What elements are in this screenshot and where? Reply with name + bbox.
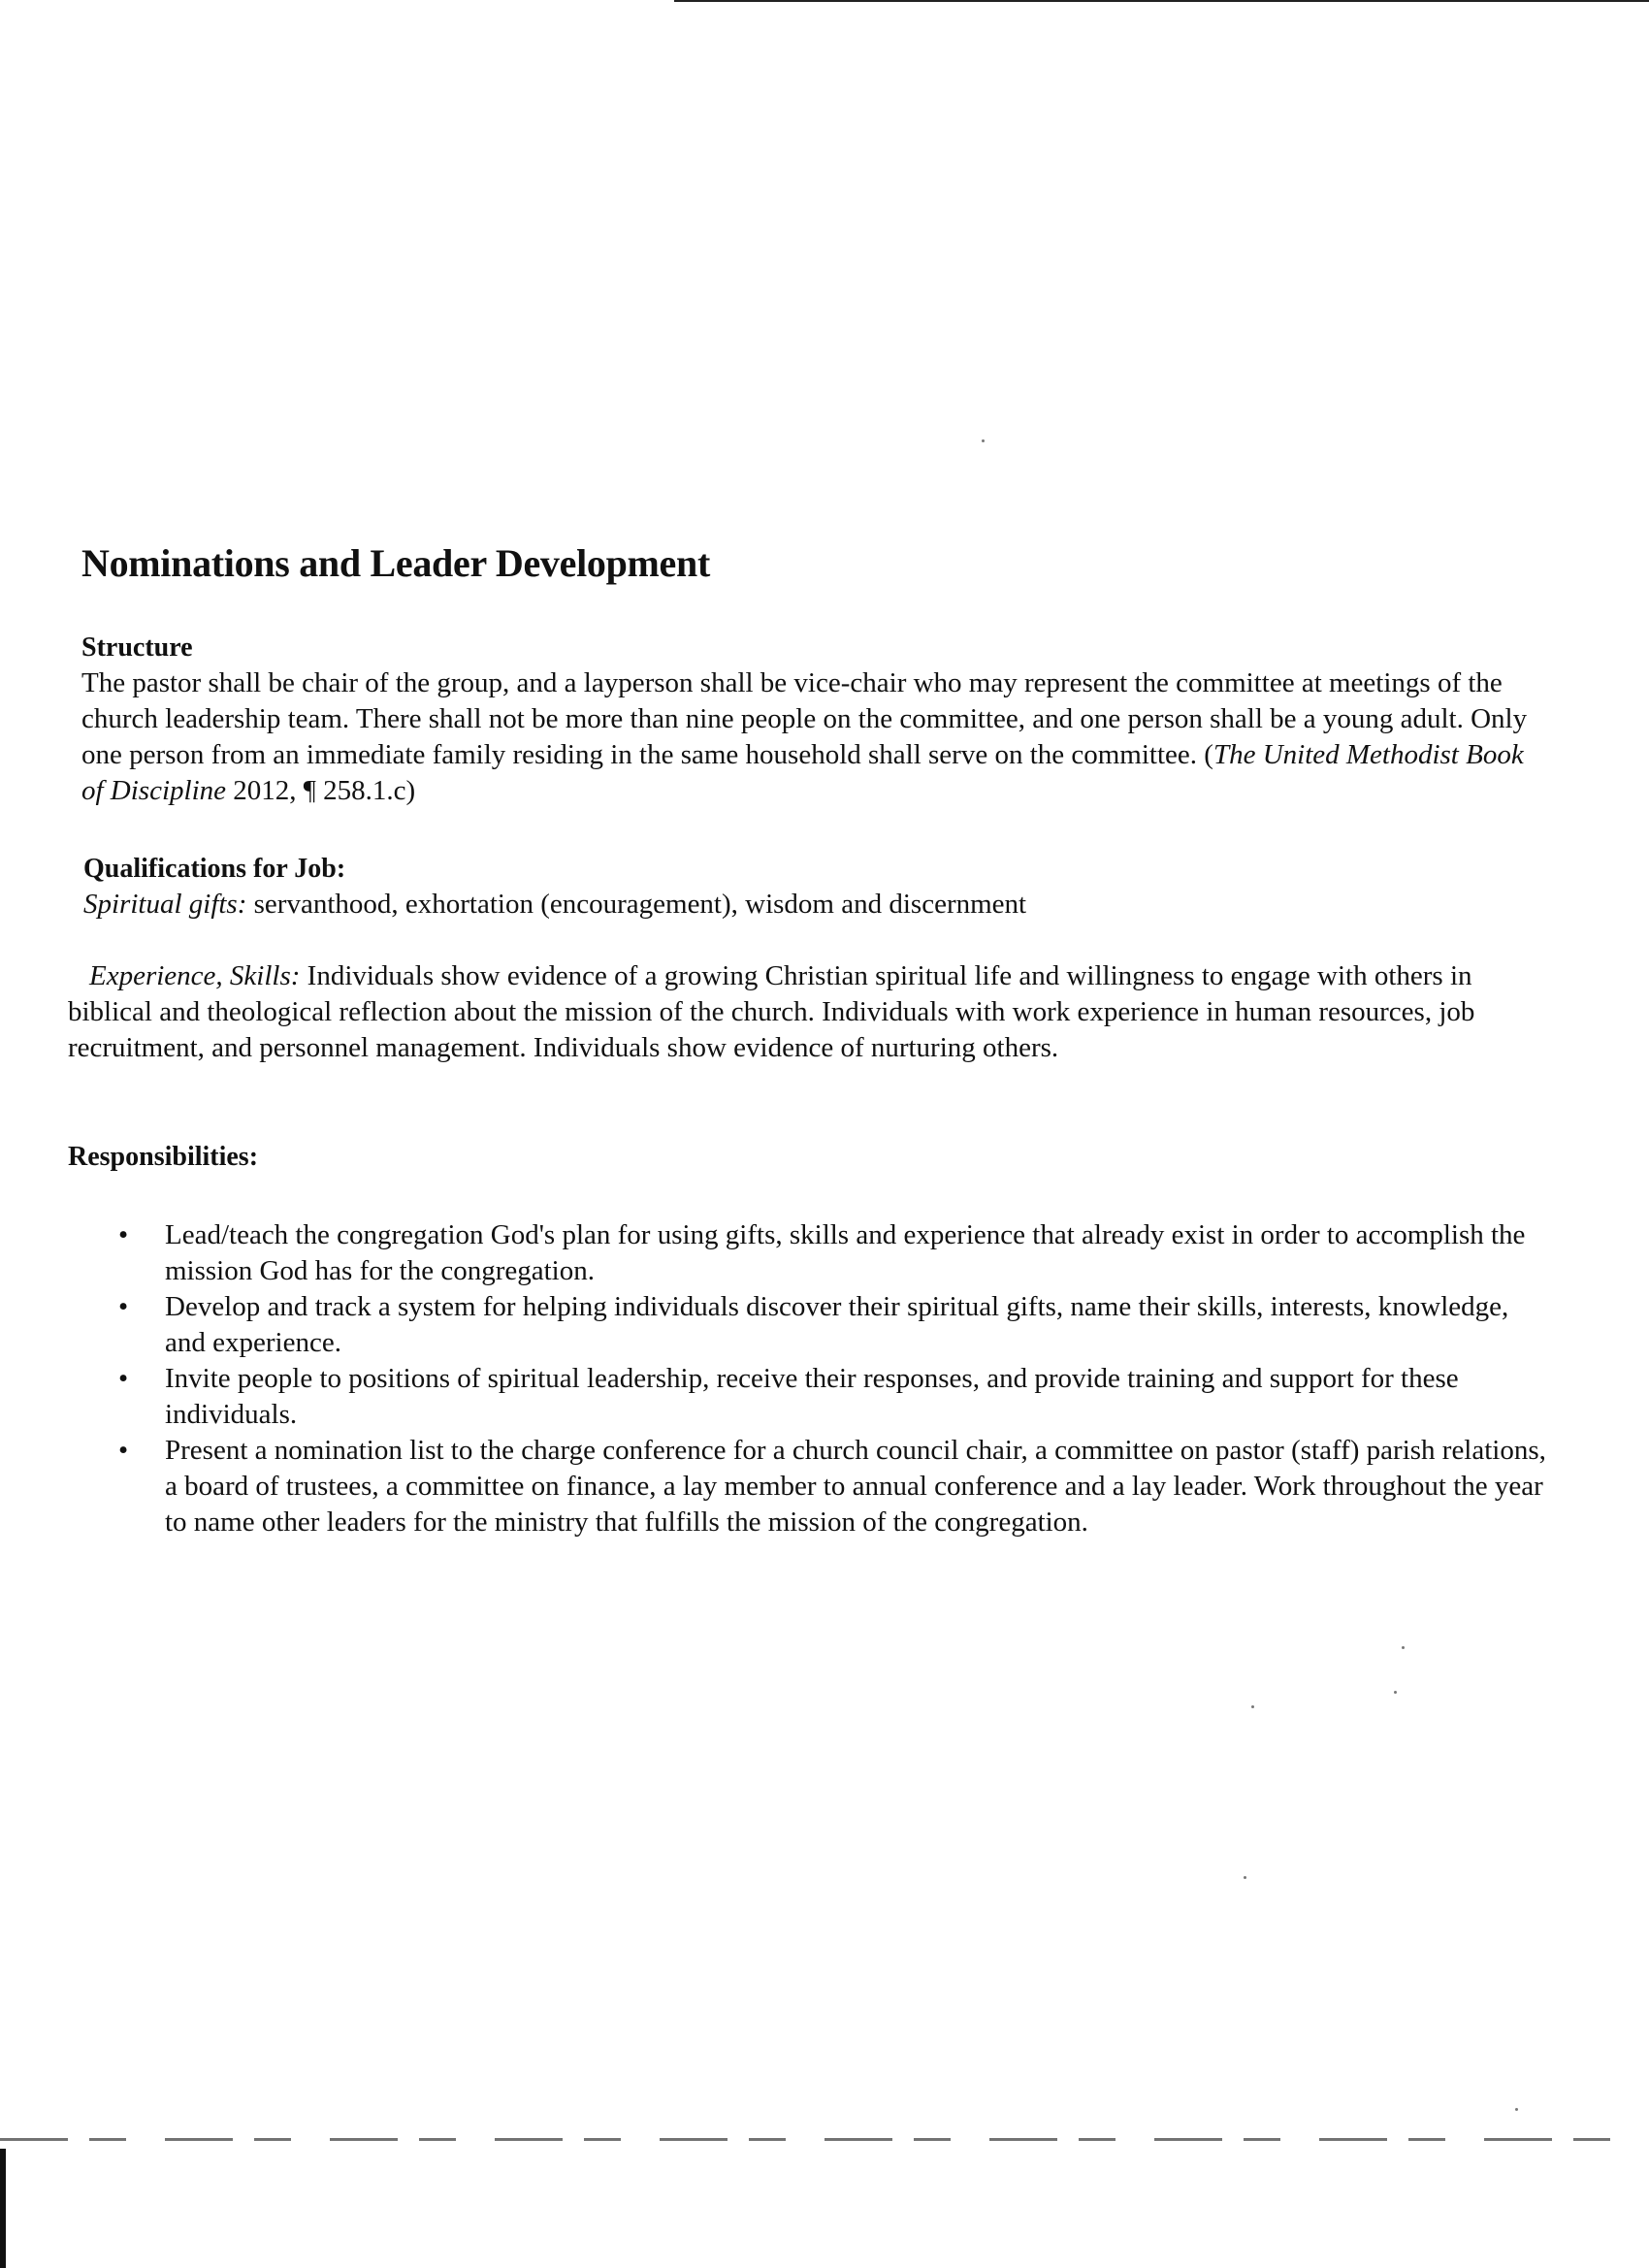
bullet-icon: •: [118, 1219, 129, 1250]
top-scan-edge: [674, 0, 1649, 2]
experience-section: [68, 958, 1542, 1066]
scan-speck: [1251, 1705, 1254, 1708]
responsibilities-list: [114, 1217, 1550, 1540]
structure-body: The pastor shall be chair of the group, and a layperson shall be vice-chair who may represent the committee at meetings of the church leadership team. There shall not be more than nine people on the committee, and one person shall be a young adult. Only one person from an immediate family residing in the same household shall serve on the committee.: [81, 667, 1528, 770]
responsibilities-heading: Responsibilities:: [68, 1142, 259, 1172]
scan-speck: [982, 439, 985, 442]
bottom-scan-edge: [0, 2138, 1649, 2141]
scan-speck: [1402, 1646, 1405, 1649]
bullet-icon: •: [118, 1363, 129, 1394]
list-item: [114, 1361, 1550, 1433]
spiritual-gifts-label: Spiritual gifts:: [83, 889, 247, 920]
citation-title: The United Methodist Book of Discipline: [81, 739, 1524, 806]
bullet-icon: •: [118, 1291, 129, 1322]
experience-paragraph: [68, 958, 1542, 1066]
list-item: [114, 1289, 1550, 1361]
bullet-icon: •: [118, 1435, 129, 1466]
citation-rest: 2012, ¶ 258.1.c): [226, 775, 416, 806]
list-item: [114, 1217, 1550, 1289]
experience-text: Individuals show evidence of a growing Christian spiritual life and willingness to engage with others in biblical and theological reflection about the mission of the church. Individuals with work experience in human resources, job recruitment, and personnel management. Individuals show evidence of nurturing others.: [68, 960, 1475, 1063]
page-title: Nominations and Leader Development: [81, 541, 710, 585]
experience-label: Experience, Skills:: [89, 960, 301, 991]
scan-speck: [1394, 1691, 1397, 1694]
list-item-text: Present a nomination list to the charge conference for a church council chair, a committee on pastor (staff) parish relations, a board of trustees, a committee on finance, a lay member to annual conference and a lay leader. Work throughout the year to name other leaders for the ministry that fulfills the mission of the congregation.: [165, 1435, 1546, 1538]
spiritual-gifts-text: servanthood, exhortation (encouragement), wisdom and discernment: [246, 889, 1027, 920]
scan-speck: [1244, 1876, 1246, 1879]
citation-open: (: [1204, 739, 1213, 770]
scan-speck: [1515, 2108, 1518, 2111]
left-scan-edge: [0, 2149, 6, 2268]
structure-heading: Structure: [81, 632, 193, 663]
qualifications-heading: Qualifications for Job:: [83, 854, 346, 884]
list-item-text: Invite people to positions of spiritual leadership, receive their responses, and provide training and support for these individuals.: [165, 1363, 1459, 1430]
list-item-text: Develop and track a system for helping individuals discover their spiritual gifts, name their skills, interests, knowledge, and experience.: [165, 1291, 1509, 1358]
structure-section: [81, 630, 1546, 809]
list-item: [114, 1433, 1550, 1540]
structure-paragraph: [81, 665, 1546, 809]
spiritual-gifts-line: [83, 887, 1548, 923]
list-item-text: Lead/teach the congregation God's plan for using gifts, skills and experience that already exist in order to accomplish the mission God has for the congregation.: [165, 1219, 1526, 1286]
qualifications-section: [83, 851, 1548, 923]
